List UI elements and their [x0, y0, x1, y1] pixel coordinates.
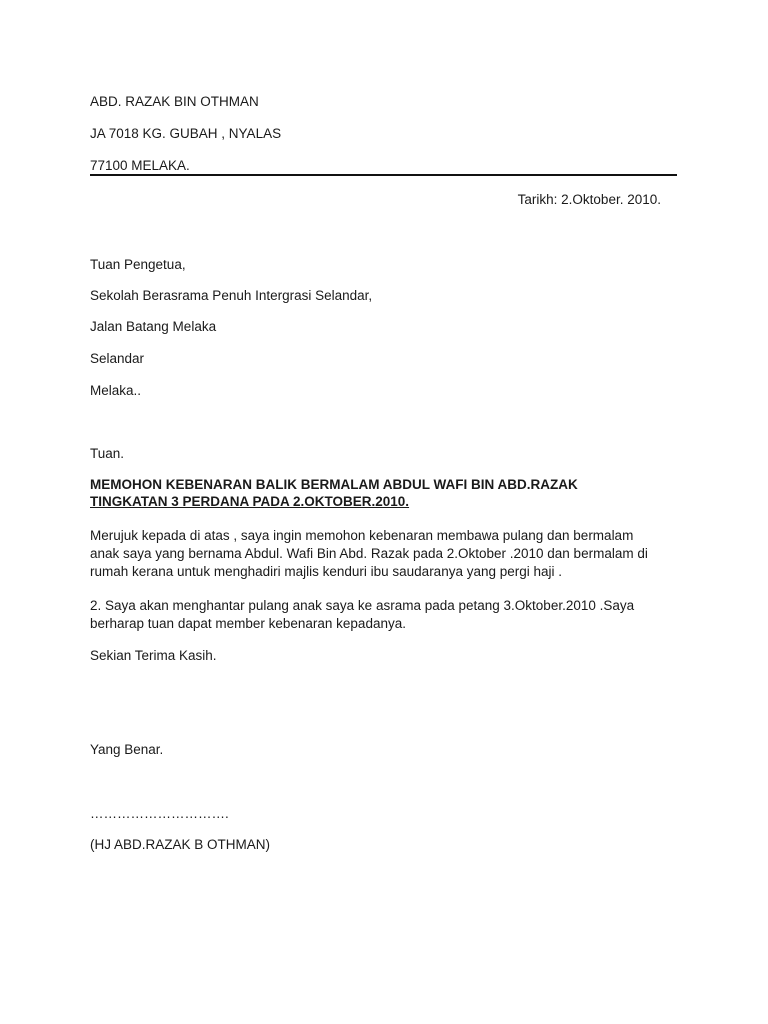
letter-date: Tarikh: 2.Oktober. 2010. [517, 192, 661, 207]
sender-address-line2: 77100 MELAKA. [90, 158, 190, 173]
recipient-line2: Sekolah Berasrama Penuh Intergrasi Selandar, [90, 288, 373, 303]
closing-line: Sekian Terima Kasih. [90, 648, 217, 663]
subject-line2: TINGKATAN 3 PERDANA PADA 2.OKTOBER.2010. [90, 494, 410, 509]
recipient-line5: Melaka.. [90, 383, 142, 398]
subject-line1: MEMOHON KEBENARAN BALIK BERMALAM ABDUL WAFI BIN ABD.RAZAK [90, 477, 578, 492]
signatory-name: (HJ ABD.RAZAK B OTHMAN) [90, 837, 271, 852]
sender-name: ABD. RAZAK BIN OTHMAN [90, 94, 259, 109]
signature-line: …………………………. [90, 806, 229, 821]
signoff: Yang Benar. [90, 742, 164, 757]
para1-line1: Merujuk kepada di atas , saya ingin memohon kebenaran membawa pulang dan bermalam [90, 528, 634, 543]
recipient-line3: Jalan Batang Melaka [90, 319, 217, 334]
para1-line3: rumah kerana untuk menghadiri majlis kenduri ibu saudaranya yang pergi haji . [90, 564, 563, 579]
letter-subject [90, 476, 680, 510]
recipient-line4: Selandar [90, 351, 145, 366]
para2-line1: 2. Saya akan menghantar pulang anak saya ke asrama pada petang 3.Oktober.2010 .Saya [90, 598, 635, 613]
recipient-line1: Tuan Pengetua, [90, 257, 186, 272]
body-paragraph-1 [90, 527, 690, 581]
sender-address-line1: JA 7018 KG. GUBAH , NYALAS [90, 126, 282, 141]
salutation: Tuan. [90, 446, 125, 461]
body-paragraph-2 [90, 597, 690, 633]
para2-line2: berharap tuan dapat member kebenaran kepadanya. [90, 616, 406, 631]
para1-line2: anak saya yang bernama Abdul. Wafi Bin Abd. Razak pada 2.Oktober .2010 dan bermalam di [90, 546, 648, 561]
header-divider [90, 174, 677, 176]
